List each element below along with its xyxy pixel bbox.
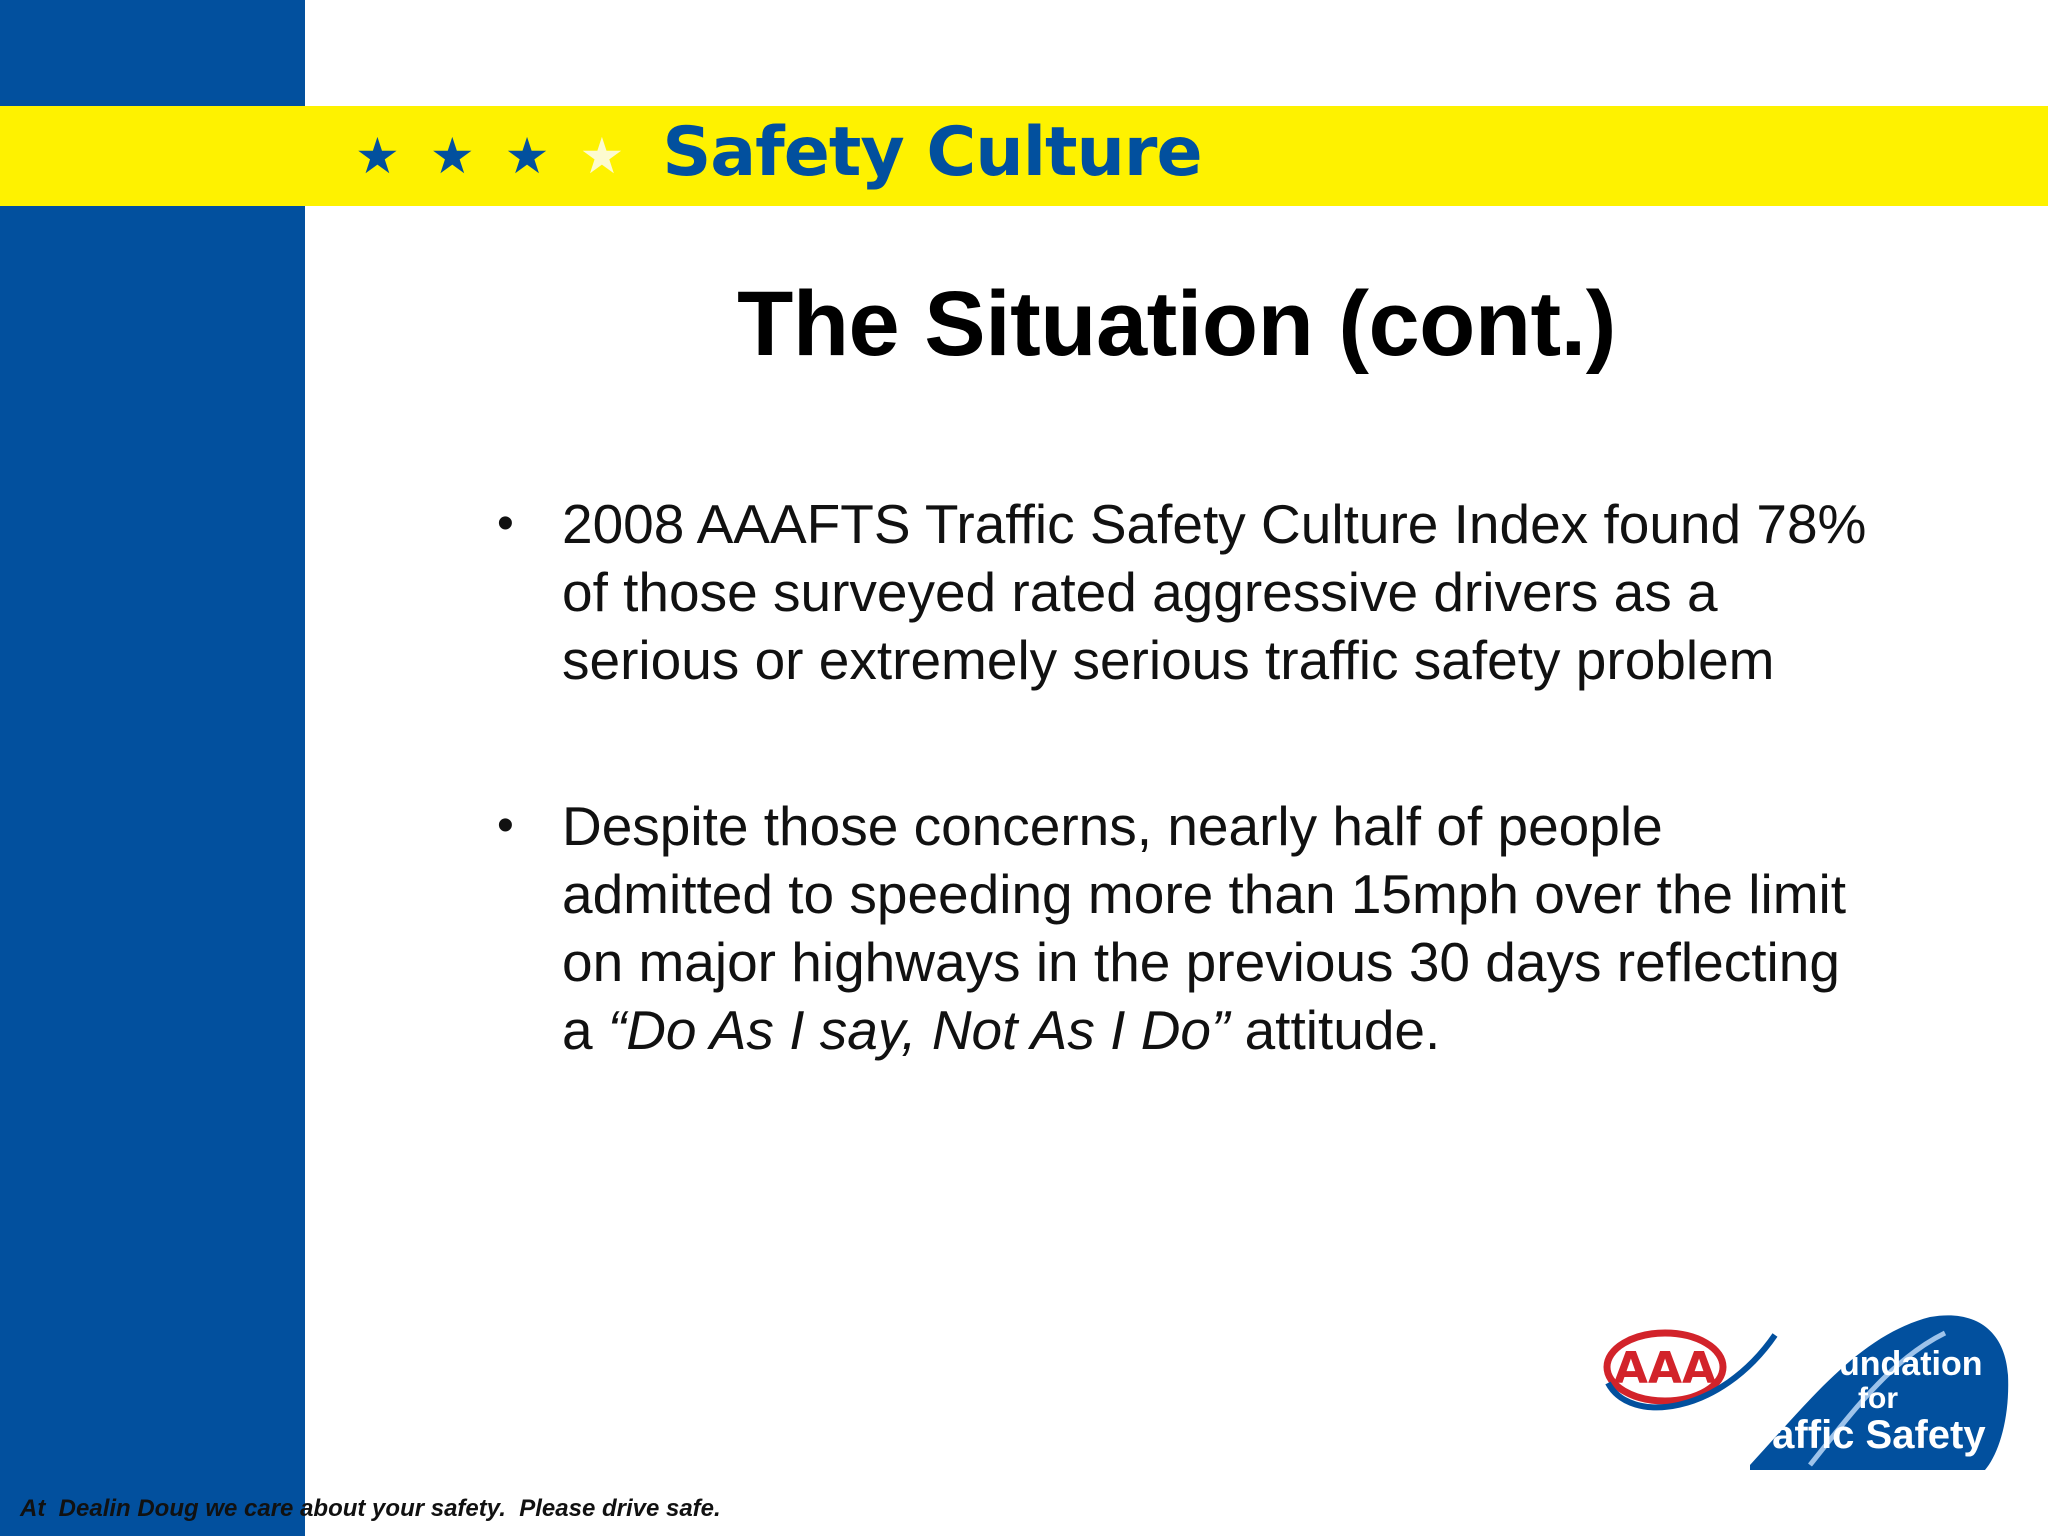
logo-graphic — [1600, 1305, 2010, 1480]
left-blue-bar — [0, 0, 305, 1536]
bullet-text: 2008 AAAFTS Traffic Safety Culture Index found 78% of those surveyed rated aggressive drivers as a serious or extremely serious traffic safety problem — [562, 493, 1867, 691]
logo-line1: Foundation — [1797, 1345, 1983, 1383]
star-icon: ★ — [504, 128, 550, 184]
bullet-text: Despite those concerns, nearly half of people admitted to speeding more than 15mph over the limit on major highways in the previous 30 days reflecting a — [562, 795, 1847, 1061]
bullet-item — [497, 490, 1877, 694]
bullet-list — [497, 490, 1877, 1064]
bullet-quote: “Do As I say, Not As I Do” — [607, 999, 1230, 1061]
header-banner — [0, 106, 2048, 206]
bullet-icon: • — [497, 799, 514, 852]
footer-note: At Dealin Doug we care about your safety. Please drive safe. — [20, 1495, 721, 1522]
aaa-foundation-logo — [1600, 1305, 2010, 1480]
logo-aaa-text: AAA — [1613, 1343, 1717, 1394]
banner-title: Safety Culture — [662, 112, 1202, 192]
star-icon: ★ — [355, 128, 400, 184]
logo-line3: Traffic Safety — [1734, 1413, 1986, 1457]
bullet-item — [497, 792, 1877, 1064]
star-rating — [355, 128, 625, 184]
banner-content — [355, 106, 1202, 206]
star-icon: ★ — [429, 128, 475, 184]
slide-title: The Situation (cont.) — [737, 273, 1616, 375]
bullet-icon: • — [497, 497, 514, 550]
star-icon: ★ — [579, 128, 625, 184]
bullet-text-end: attitude. — [1229, 999, 1441, 1061]
logo-line2: for — [1858, 1382, 1898, 1415]
